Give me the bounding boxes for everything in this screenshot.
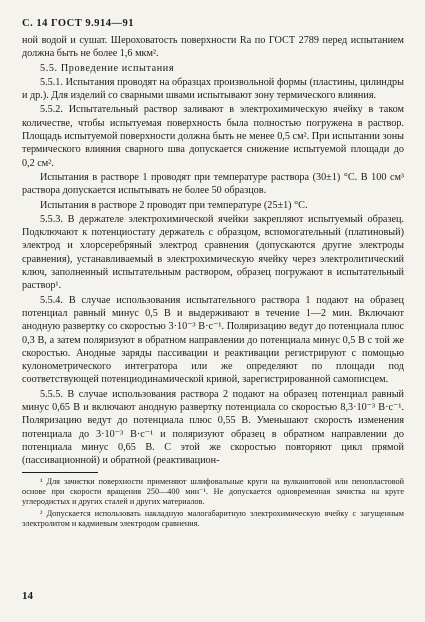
- paragraph-solution-2: Испытания в растворе 2 проводят при температуре (25±1) °С.: [40, 199, 308, 211]
- paragraph-5-5-5: 5.5.5. В случае использования раствора 2 подают на образец потенциал равный минус 0,65 В и включают анодную развертку потенциала со скоростью 8,3·10⁻³ В·с⁻¹. Поляризацию ведут до потенциала плюс 0,55 В. Уменьшают скорость изменения потенциала до 3·10⁻³ В·с⁻¹ и поляризуют образец в обратном направлении до потенциала минус 0,65 В. С этой же скоростью повторяют цикл прямой (пассивационной) и обратной (реактивацион-: [22, 388, 404, 467]
- paragraph-5-5-4: 5.5.4. В случае использования испытательного раствора 1 подают на образец потенциал равный минус 0,5 В и выдерживают в течение 1—2 мин. Включают анодную развертку со скоростью 3·10⁻³ В·с⁻¹. Поляризацию ведут до потенциала плюс 0,3 В, а затем поляризуют в обратном направлении до потенциала минус 0,5 В с той же скоростью. Анодные заряды пассивации и реактивации регистрируют с помощью кулонометрического интегратора или же определяют по площади под соответствующей потенциодинамической кривой, зарегистрированной самописцем.: [22, 294, 404, 386]
- paragraph-solution-1: Испытания в растворе 1 проводят при температуре раствора (30±1) °С. В 100 см³ раствора допускается испытывать не более 50 образцов.: [22, 171, 404, 197]
- page-header: С. 14 ГОСТ 9.914—91: [22, 18, 135, 29]
- paragraph-5-5-2: 5.5.2. Испытательный раствор заливают в электрохимическую ячейку в таком количестве, чтобы испытуемая поверхность была полностью погружена в раствор. Площадь испытуемой поверхности должна быть не менее 0,5 см². При испытании зоны термического влияния сварного шва допускается снижение испытуемой площади до 0,2 см².: [22, 104, 404, 169]
- footnotes: [22, 477, 404, 530]
- document-body: [22, 34, 404, 531]
- paragraph-5-5-3: 5.5.3. В держателе электрохимической ячейки закрепляют испытуемый образец. Подключают к потенциостату держатель с образцом, вспомогательный (платиновый) электрод и хлорсеребряный электрод сравнения (допускаются другие электроды сравнения), устанавливаемый в электрохимическую ячейку через электролитический ключ, заполненный испытательным раствором, образец погружают в испытательный раствор¹.: [22, 213, 404, 292]
- section-heading: 5.5. Проведение испытания: [40, 62, 175, 74]
- footnote-divider: [22, 472, 98, 473]
- paragraph-continuation: ной водой и сушат. Шероховатость поверхности Ra по ГОСТ 2789 перед испытанием должна быть не более 1,6 мкм².: [22, 35, 404, 60]
- footnote-2: ² Допускается использовать накладную малогабаритную электрохимическую ячейку с загущенным электролитом и кадмиевым электродом сравнения.: [22, 508, 404, 529]
- footnote-1: ¹ Для зачистки поверхности применяют шлифовальные круги на вулканитовой или пенопластовой основе при скорости вращения 250—400 мин⁻¹. Не допускается одновременная зачистка на круге углеродистых и других сталей и других материалов.: [22, 476, 404, 507]
- paragraph-5-5-1: 5.5.1. Испытания проводят на образцах произвольной формы (пластины, цилиндры и др.). Для изделий со сварными швами испытывают зону термического влияния.: [22, 76, 404, 102]
- page-number: 14: [22, 590, 33, 602]
